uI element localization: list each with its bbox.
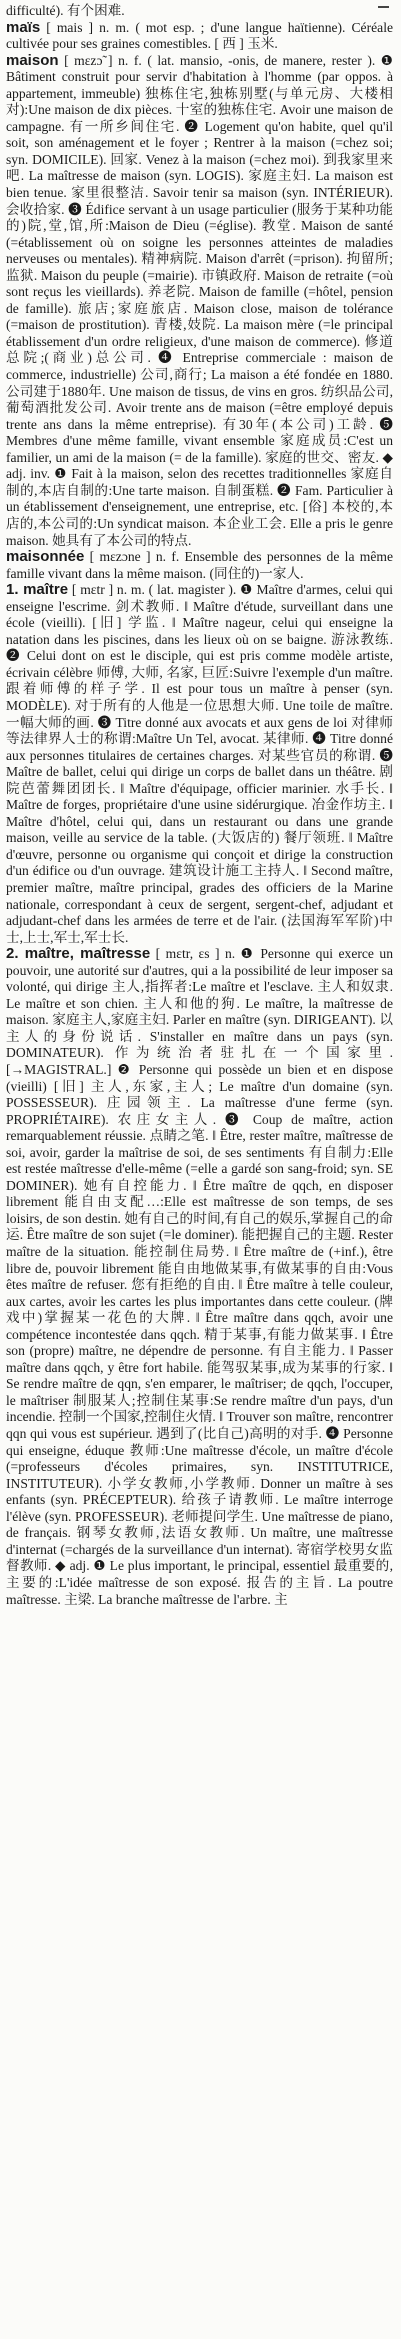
headword: 1. maître — [6, 581, 69, 599]
headword: maison — [6, 51, 59, 69]
entry-text: [ mɛzɔ̃ ] n. f. ( lat. mansio, -onis, de manere, rester ). ❶ Bâtiment construit pour servir d'habitation à l'homme (par oppos. à appartement, immeuble) 独栋住宅,独栋别墅(与单元房、大楼相对):Une maison de dix pièces. 十室的独栋住宅. Avoir une maison de campagne. 有一所乡间住宅. ❷ Logement qu'on habite, quel qu'il soit, son aménagement et le foyer ; Rentrer à la maison (=chez soi; syn. DOMICILE). 回家. Venez à la maison (=chez moi). 到我家里来吧. La maîtresse de maison (syn. LOGIS). 家庭主妇. La maison est bien tenue. 家里很整洁. Savoir tenir sa maison (syn. INTÉRIEUR). 会收拾家. ❸ Édifice servant à un usage particulier (服务于某种功能的)院,堂,馆,所:Maison de Dieu (=église). 教堂. Maison de santé (=établissement où on soigne les personnes atteintes de maladies nerveuses ou mentales). 精神病院. Maison d'arrêt (=prison). 拘留所;监狱. Maison du peuple (=mairie). 市镇政府. Maison de retraite (=où sont reçus les vieillards). 养老院. Maison de famille (=hôtel, pension de famille). 旅店;家庭旅店. Maison close, maison de tolérance (=maison de prostitution). 青楼,妓院. La maison mère (=le principal établissement d'un ordre religieux, d'une maison de commerce). 修道总院;(商业)总公司. ❹ Entreprise commerciale : maison de commerce, industrielle) 公司,商行; La maison a été fondée en 1880. 公司建于1880年. Une maison de tissus, de vins en gros. 纺织品公司,葡萄酒批发公司. Avoir trente ans de maison (=être employé depuis trente ans dans la même entreprise). 有30年(本公司)工龄. ❺ Membres d'une même famille, vivant ensemble 家庭成员:C'est un familier, un ami de la maison (= de la famille). 家庭的世交、密友. ◆ adj. inv. ❶ Fait à la maison, selon des recettes traditionnelles 家庭自制的,本店自制的:Une tarte maison. 自制蛋糕. ❷ Fam. Particulier à un établissement d'enseignement, une entreprise, etc. [俗] 本校的,本店的,本公司的:Un syndicat maison. 本企业工会. Elle a pris le genre maison. 她具有了本公司的特点. — [6, 52, 393, 548]
entry-maitre-2 — [6, 946, 393, 1608]
entry-maisonnee — [6, 549, 393, 582]
entry-continuation — [6, 3, 393, 20]
entry-text: [ mɛzɔne ] n. f. Ensemble des personnes de la même famille vivant dans la même maison. (同住的)一家人. — [6, 549, 393, 581]
entry-text: [ mɛtr ] n. m. ( lat. magister ). ❶ Maître d'armes, celui qui enseigne l'escrime. 剑术教师. ‖ Maître d'étude, surveillant dans une école (vieilli). [旧] 学监. ‖ Maître nageur, celui qui enseigne la natation dans les piscines, dans les lieux où on se baigne. 游泳教练. ❷ Celui dont on est le disciple, qui est pris comme modèle artiste, écrivain célèbre 师傅, 大师, 名家, 巨匠:Suivre l'exemple d'un maître. 跟着师傅的样子学. Il est pour tous un maître à penser (syn. MODÈLE). 对于所有的人他是一位思想大师. Une toile de maître. 一幅大师的画. ❸ Titre donné aux avocats et aux gens de loi 对律师等法律界人士的称谓:Maître Un Tel, avocat. 某律师. ❹ Titre donné aux personnes titulaires de certaines charges. 对某些官员的称谓. ❺ Maître de ballet, celui qui dirige un corps de ballet dans un théâtre. 剧院芭蕾舞团团长. ‖ Maître d'équipage, officier marinier. 水手长. ‖ Maître de forges, propriétaire d'une usine sidérurgique. 冶金作坊主. ‖ Maître d'hôtel, celui qui, dans un restaurant ou dans une grande maison, veille au service de la table. (大饭店的) 餐厅领班. ‖ Maître d'œuvre, personne ou organisme qui conçoit et dirige la construction d'un édifice ou d'un ouvrage. 建筑设计施工主持人. ‖ Second maître, premier maître, maître principal, grades des officiers de la Marine nationale, correspondant à ceux de sergent, sergent-chef, adjudant et adjudant-chef dans les armées de terre et de l'air. (法国海军军阶)中士,上士,军士,军士长. — [6, 582, 393, 945]
entry-text: [ mɛtr, ɛs ] n. ❶ Personne qui exerce un pouvoir, une autorité sur d'autres, qui a la possibilité de leur imposer sa volonté, qui dirige 主人,指挥者:Le maître et l'esclave. 主人和奴隶. Le maître et son chien. 主人和他的狗. Le maître, la maîtresse de maison. 家庭主人,家庭主妇. Parler en maître (syn. DIRIGEANT). 以主人的身份说话. S'installer en maître dans un pays (syn. DOMINATEUR). 作为统治者驻扎在一个国家里. [→MAGISTRAL.] ❷ Personne qui possède un bien et en dispose (vieilli) [旧] 主人,东家,主人; Le maître d'un domaine (syn. POSSESSEUR). 庄园领主. La maîtresse d'une ferme (syn. PROPRIÉTAIRE). 农庄女主人. ❸ Coup de maître, action remarquablement réussie. 点睛之笔. ‖ Être, rester maître, maîtresse de soi, avoir, garder la maîtrise de soi, de ses sentiments 有自制力:Elle est restée maîtresse d'elle-même (=elle a gardé son sang-froid; syn. SE DOMINER). 她有自控能力. ‖ Être maître de qqch, en disposer librement 能自由支配…:Elle est maîtresse de son temps, de ses loisirs, de son destin. 她有自己的时间,有自己的娱乐,掌握自己的命运. Être maître de son sujet (=le dominer). 能把握自己的主题. Rester maître de la situation. 能控制住局势. ‖ Être maître de (+inf.), être libre de, pouvoir librement 能自由地做某事,有做某事的自由:Vous êtes maître de refuser. 您有拒绝的自由. ‖ Être maître à telle couleur, aux cartes, avoir les cartes les plus importantes dans cette couleur. (牌戏中)掌握某一花色的大牌. ‖ Être maître dans qqch, avoir une compétence incontestée dans qqch. 精于某事,有能力做某事. ‖ Être son (propre) maître, ne dépendre de personne. 有自主能力. ‖ Passer maître dans qqch, y être fort habile. 能驾驭某事,成为某事的行家. ‖ Se rendre maître de qqn, s'en emparer, le maîtriser; de qqch, l'occuper, le maîtriser 制服某人;控制住某事:Se rendre maître d'un pays, d'un incendie. 控制一个国家,控制住火情. ‖ Trouver son maître, rencontrer qqn qui vous est supérieur. 遇到了(比自己)高明的对手. ❹ Personne qui enseigne, éduque 教师:Une maîtresse d'école, un maître d'école (=professeurs d'écoles primaires, syn. INSTITUTRICE, INSTITUTEUR). 小学女教师,小学教师. Donner un maître à ses enfants (syn. PRÉCEPTEUR). 给孩子请教师. Le maître interroge l'élève (syn. PROFESSEUR). 老师提问学生. Une maîtresse de piano, de français. 钢琴女教师,法语女教师. Un maître, une maîtresse d'internat (=chargés de la surveillance d'un internat). 寄宿学校男女监督教师. ◆ adj. ❶ Le plus important, le principal, essentiel 最重要的,主要的:L'idée maîtresse de son exposé. 报告的主旨. La poutre maîtresse. 主梁. La branche maîtresse de l'arbre. 主 — [6, 946, 393, 1607]
entry-mais — [6, 20, 393, 53]
headword: maisonnée — [6, 548, 85, 566]
headword: maïs — [6, 18, 41, 36]
entry-maitre-1 — [6, 582, 393, 946]
entry-maison — [6, 53, 393, 549]
entry-text: difficulté). 有个困难. — [6, 3, 125, 18]
page-corner-mark — [378, 6, 389, 8]
entry-text: [ mais ] n. m. ( mot esp. ; d'une langue haïtienne). Céréale cultivée pour ses graines comestibles. [ 西 ] 玉米. — [6, 19, 393, 52]
headword: 2. maître, maîtresse — [6, 945, 151, 963]
